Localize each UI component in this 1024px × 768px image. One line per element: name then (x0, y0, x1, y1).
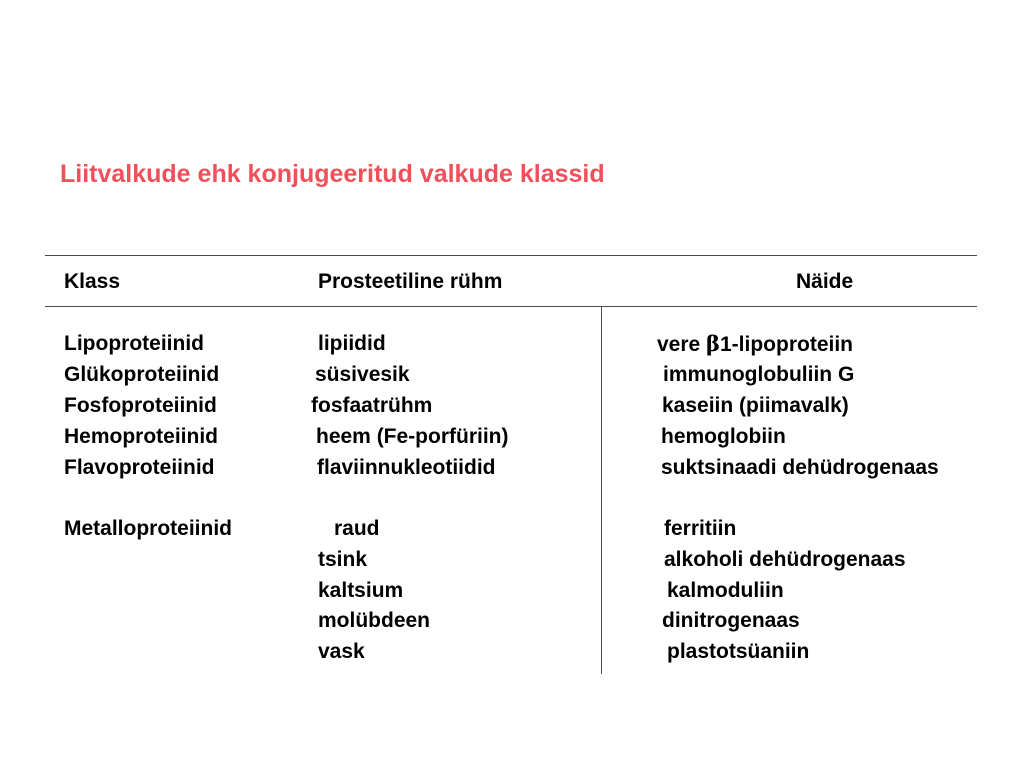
table-header-rule (45, 306, 977, 307)
row-4-group: heem (Fe-porfüriin) (316, 425, 509, 448)
row-7-example: alkoholi dehüdrogenaas (664, 548, 906, 571)
beta-symbol: β (706, 331, 720, 356)
row-1-example-suffix: 1-lipoproteiin (720, 333, 853, 356)
row-3-example: kaseiin (piimavalk) (662, 394, 849, 417)
row-6-klass: Metalloproteiinid (64, 517, 232, 540)
row-1-example (657, 333, 853, 355)
row-6-group: raud (334, 517, 380, 540)
row-9-group: molübdeen (318, 609, 431, 632)
row-9-example: dinitrogenaas (662, 609, 800, 632)
row-8-example: kalmoduliin (667, 579, 784, 602)
row-7-group: tsink (318, 548, 368, 571)
row-10-example: plastotsüaniin (667, 640, 810, 663)
row-2-example: immunoglobuliin G (663, 363, 855, 386)
table-top-rule (45, 255, 977, 256)
header-klass: Klass (64, 270, 121, 293)
row-4-klass: Hemoproteiinid (64, 425, 219, 448)
row-6-example: ferritiin (664, 517, 737, 540)
row-5-group: flaviinnukleotiidid (317, 456, 496, 479)
row-5-klass: Flavoproteiinid (64, 456, 215, 479)
row-1-klass: Lipoproteiinid (64, 332, 204, 355)
row-1-group: lipiidid (318, 332, 386, 355)
row-2-group: süsivesik (315, 363, 410, 386)
header-prosteetiline-ruhm: Prosteetiline rühm (318, 270, 503, 293)
header-naide: Näide (796, 270, 854, 293)
slide-title: Liitvalkude ehk konjugeeritud valkude klassid (60, 160, 605, 188)
row-5-example: suktsinaadi dehüdrogenaas (661, 456, 939, 479)
column-divider (601, 306, 602, 674)
row-2-klass: Glükoproteiinid (64, 363, 220, 386)
row-4-example: hemoglobiin (661, 425, 786, 448)
row-3-klass: Fosfoproteiinid (64, 394, 217, 417)
row-1-example-prefix: vere (657, 333, 707, 356)
row-8-group: kaltsium (318, 579, 404, 602)
row-3-group: fosfaatrühm (311, 394, 433, 417)
row-10-group: vask (318, 640, 365, 663)
